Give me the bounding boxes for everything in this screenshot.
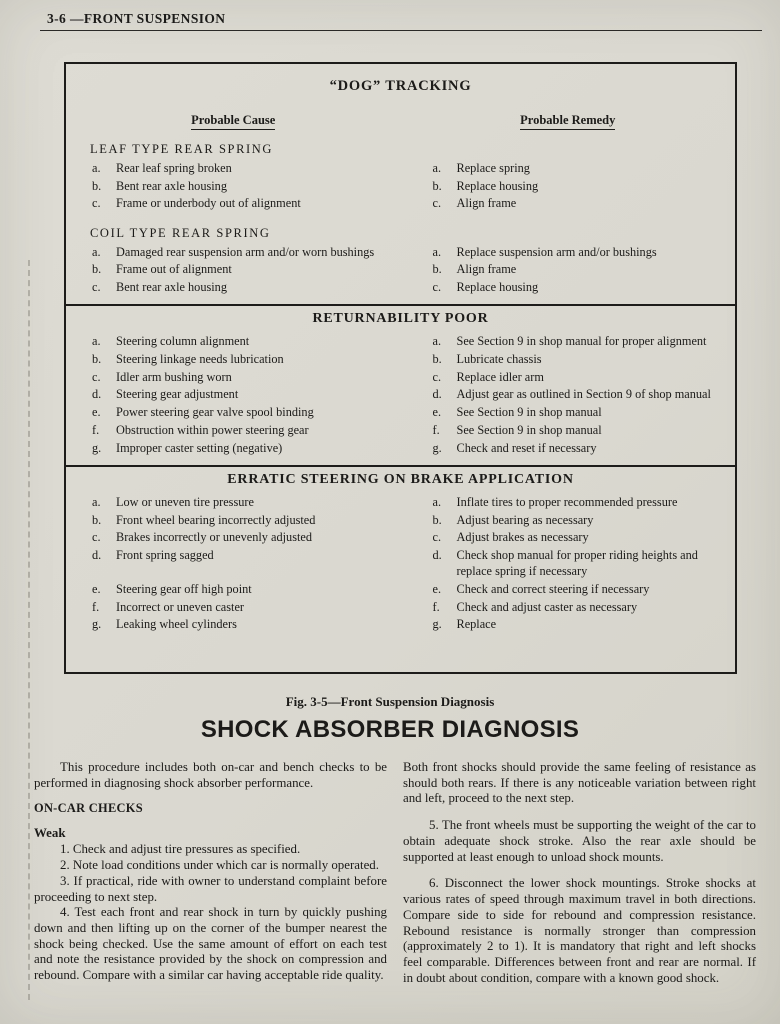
remedy-cell	[401, 369, 736, 385]
table-row	[66, 529, 735, 545]
cause-cell	[66, 529, 401, 545]
row-letter: g.	[432, 440, 442, 455]
row-letter: c.	[92, 530, 101, 545]
cause-text: Frame out of alignment	[116, 262, 232, 277]
cause-text: Low or uneven tire pressure	[116, 494, 254, 509]
row-letter: g.	[92, 440, 102, 455]
cause-text: Rear leaf spring broken	[116, 161, 232, 175]
table-row	[66, 547, 735, 579]
step-paragraph: 3. If practical, ride with owner to understand complaint before proceeding to next step.	[34, 873, 387, 904]
row-letter: d.	[432, 548, 442, 562]
cause-cell	[66, 178, 401, 194]
cause-cell	[66, 494, 401, 510]
table-row	[66, 333, 735, 349]
cause-cell	[66, 160, 401, 176]
figure-caption: Fig. 3-5—Front Suspension Diagnosis	[285, 694, 495, 709]
row-letter: e.	[432, 581, 442, 596]
row-letter: d.	[432, 387, 442, 402]
row-letter: c.	[432, 530, 442, 545]
section-title-erratic-steering: ERRATIC STEERING ON BRAKE APPLICATION	[227, 471, 574, 487]
row-letter: b.	[432, 512, 442, 527]
remedy-cell	[401, 244, 736, 260]
column-headers	[66, 113, 735, 130]
diagnosis-figure	[64, 62, 737, 674]
remedy-text: Check and adjust caster as necessary	[456, 599, 638, 614]
row-letter: a.	[432, 334, 442, 349]
cause-text: Front spring sagged	[116, 548, 214, 562]
remedy-cell	[401, 333, 736, 349]
remedy-text: Lubricate chassis	[456, 352, 542, 367]
cause-cell	[66, 261, 401, 277]
row-letter: a.	[432, 161, 442, 175]
row-letter: c.	[432, 280, 442, 295]
header-rule	[40, 30, 762, 31]
row-letter: b.	[432, 262, 442, 277]
remedy-text: Replace housing	[456, 280, 539, 295]
row-letter: g.	[92, 617, 102, 632]
row-letter: c.	[92, 280, 101, 295]
row-letter: e.	[432, 405, 442, 420]
cause-text: Front wheel bearing incorrectly adjusted	[116, 512, 316, 527]
remedy-text: Check and correct steering if necessary	[456, 581, 650, 596]
remedy-cell	[401, 386, 736, 402]
table-row	[66, 616, 735, 632]
cause-cell	[66, 244, 401, 260]
row-letter: e.	[92, 405, 101, 420]
remedy-text: Adjust bearing as necessary	[456, 512, 594, 527]
cause-cell	[66, 404, 401, 420]
remedy-text: Check and reset if necessary	[456, 440, 597, 455]
remedy-cell	[401, 616, 736, 632]
remedy-cell	[401, 512, 736, 528]
body-paragraph: Both front shocks should provide the same feeling of resistance as should both rears. If there is any noticeable variation between right and left, proceed to the next step.	[403, 760, 756, 806]
row-letter: d.	[92, 548, 102, 562]
cause-text: Steering linkage needs lubrication	[116, 352, 284, 367]
remedy-text: Replace spring	[456, 161, 530, 175]
remedy-cell	[401, 178, 736, 194]
remedy-cell	[401, 494, 736, 510]
remedy-text: Replace idler arm	[456, 369, 544, 384]
cause-text: Damaged rear suspension arm and/or worn bushings	[116, 244, 375, 259]
remedy-text: Check shop manual for proper riding heights and replace spring if necessary	[456, 548, 698, 579]
row-letter: a.	[432, 244, 442, 259]
remedy-text: See Section 9 in shop manual	[456, 422, 602, 437]
remedy-text: See Section 9 in shop manual	[456, 405, 602, 420]
remedy-cell	[401, 440, 736, 456]
cause-text: Steering gear off high point	[116, 581, 252, 596]
cause-cell	[66, 422, 401, 438]
cause-text: Steering column alignment	[116, 334, 250, 349]
row-letter: a.	[432, 494, 442, 509]
table-row	[66, 599, 735, 615]
article-title: SHOCK ABSORBER DIAGNOSIS	[200, 716, 580, 743]
table-row	[66, 351, 735, 367]
page-header: 3-6 —FRONT SUSPENSION	[47, 11, 226, 26]
remedy-cell	[401, 404, 736, 420]
cause-cell	[66, 351, 401, 367]
cause-cell	[66, 599, 401, 615]
row-letter: a.	[92, 244, 101, 259]
cause-cell	[66, 195, 401, 211]
binding-edge-mark	[28, 260, 30, 1000]
section-divider	[66, 465, 735, 467]
group-heading-leaf-spring: LEAF TYPE REAR SPRING	[90, 142, 274, 156]
remedy-cell	[401, 581, 736, 597]
remedy-cell	[401, 351, 736, 367]
cause-cell	[66, 616, 401, 632]
cause-text: Frame or underbody out of alignment	[116, 196, 301, 211]
table-row	[66, 369, 735, 385]
row-letter: a.	[92, 494, 101, 509]
table-row	[66, 195, 735, 211]
row-letter: b.	[92, 262, 102, 277]
table-row	[66, 422, 735, 438]
table-row	[66, 581, 735, 597]
intro-paragraph: This procedure includes both on-car and bench checks to be performed in diagnosing shock absorber performance.	[34, 760, 387, 790]
row-letter: f.	[92, 599, 100, 614]
table-row	[66, 494, 735, 510]
row-letter: c.	[92, 369, 101, 384]
table-row	[66, 512, 735, 528]
subheading-weak: Weak	[34, 825, 66, 840]
cause-text: Obstruction within power steering gear	[116, 422, 309, 437]
table-row	[66, 160, 735, 176]
remedy-cell	[401, 529, 736, 545]
row-letter: c.	[432, 369, 442, 384]
column-header-cause: Probable Cause	[191, 113, 275, 130]
cause-text: Leaking wheel cylinders	[116, 617, 237, 632]
section-divider	[66, 304, 735, 306]
remedy-cell	[401, 599, 736, 615]
remedy-text: See Section 9 in shop manual for proper alignment	[456, 334, 707, 349]
remedy-cell	[401, 195, 736, 211]
row-letter: f.	[92, 422, 100, 437]
cause-cell	[66, 440, 401, 456]
table-row	[66, 386, 735, 402]
remedy-cell	[401, 547, 736, 579]
remedy-text: Inflate tires to proper recommended pressure	[456, 494, 678, 509]
row-letter: b.	[92, 512, 102, 527]
row-letter: b.	[92, 178, 102, 193]
remedy-text: Replace housing	[456, 178, 539, 193]
remedy-text: Adjust brakes as necessary	[456, 530, 589, 545]
cause-text: Incorrect or uneven caster	[116, 599, 245, 614]
row-letter: c.	[432, 196, 442, 211]
cause-cell	[66, 512, 401, 528]
row-letter: f.	[432, 599, 440, 614]
row-letter: e.	[92, 581, 101, 596]
column-header-remedy: Probable Remedy	[520, 113, 615, 130]
row-letter: a.	[92, 334, 101, 349]
remedy-cell	[401, 261, 736, 277]
cause-text: Bent rear axle housing	[116, 178, 227, 193]
step-paragraph: 6. Disconnect the lower shock mountings. Stroke shocks at various rates of speed through maximum travel in both directions. Compare side to side for rebound and compression resistance. Rebound resistance is normally stronger than compression (approximately 2 to 1). It is mandatory that right and left shocks feel comparable. Differences between front and rear are normal. If in doubt about condition, compare with a known good shock.	[403, 876, 756, 985]
cause-cell	[66, 279, 401, 295]
remedy-cell	[401, 279, 736, 295]
cause-cell	[66, 386, 401, 402]
table-row	[66, 279, 735, 295]
cause-text: Improper caster setting (negative)	[116, 440, 283, 455]
article-body	[34, 760, 756, 998]
cause-text: Power steering gear valve spool binding	[116, 405, 314, 420]
row-letter: c.	[92, 196, 101, 211]
remedy-text: Adjust gear as outlined in Section 9 of shop manual	[456, 387, 711, 402]
cause-cell	[66, 333, 401, 349]
cause-cell	[66, 581, 401, 597]
remedy-text: Align frame	[456, 262, 517, 277]
row-letter: b.	[92, 352, 102, 367]
cause-text: Steering gear adjustment	[116, 387, 239, 402]
step-paragraph: 2. Note load conditions under which car is normally operated.	[60, 858, 379, 873]
remedy-text: Replace	[456, 617, 497, 632]
table-row	[66, 440, 735, 456]
table-row	[66, 261, 735, 277]
remedy-text: Align frame	[456, 196, 517, 211]
row-letter: d.	[92, 387, 102, 402]
row-letter: b.	[432, 178, 442, 193]
subheading-on-car-checks: ON-CAR CHECKS	[34, 801, 143, 816]
right-column	[403, 760, 756, 998]
table-row	[66, 178, 735, 194]
remedy-cell	[401, 160, 736, 176]
cause-cell	[66, 547, 401, 579]
row-letter: b.	[432, 352, 442, 367]
cause-text: Idler arm bushing worn	[116, 369, 232, 384]
step-paragraph: 1. Check and adjust tire pressures as specified.	[60, 842, 301, 857]
cause-cell	[66, 369, 401, 385]
cause-text: Bent rear axle housing	[116, 280, 227, 295]
remedy-text: Replace suspension arm and/or bushings	[456, 244, 657, 259]
cause-text: Brakes incorrectly or unevenly adjusted	[116, 530, 312, 545]
row-letter: a.	[92, 161, 101, 175]
row-letter: f.	[432, 422, 440, 437]
step-paragraph: 4. Test each front and rear shock in turn by quickly pushing down and then lifting up on the corner of the bumper nearest the shock being checked. Use the same amount of effort on each test and note the resistance provided by the shock on compression and rebound. Compare with a similar car having acceptable ride quality.	[34, 905, 387, 983]
group-heading-coil-spring: COIL TYPE REAR SPRING	[90, 225, 271, 240]
table-row	[66, 404, 735, 420]
remedy-cell	[401, 422, 736, 438]
section-title-returnability: RETURNABILITY POOR	[312, 311, 489, 327]
left-column	[34, 760, 387, 998]
table-row	[66, 244, 735, 260]
step-paragraph: 5. The front wheels must be supporting the weight of the car to obtain adequate shock stroke. Also the rear axle should be supported at least enough to unload shock mounts.	[403, 818, 756, 864]
row-letter: g.	[432, 617, 442, 632]
figure-title: “DOG” TRACKING	[329, 78, 472, 94]
